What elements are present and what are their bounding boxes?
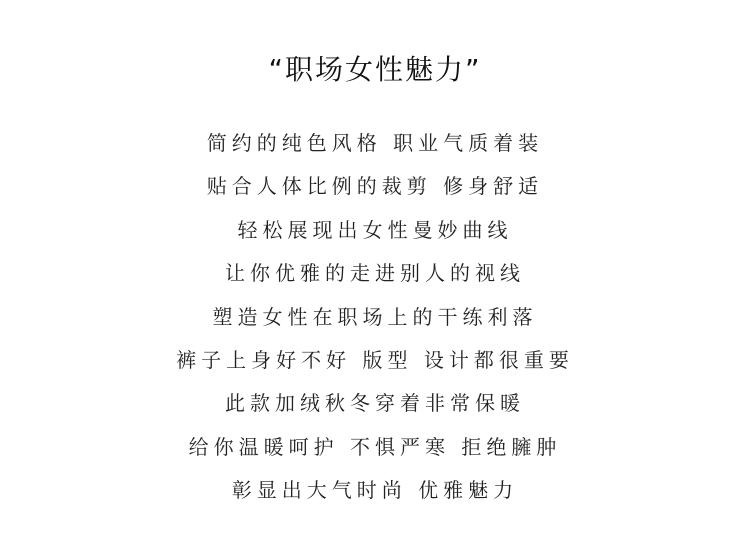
description-line: 塑造女性在职场上的干练利落	[212, 304, 538, 329]
description-line: 贴合人体比例的裁剪 修身舒适	[206, 174, 544, 199]
description-lines	[0, 122, 750, 513]
description-line: 让你优雅的走进别人的视线	[225, 261, 525, 286]
description-line: 简约的纯色风格 职业气质着装	[206, 131, 544, 155]
description-line: 裤子上身好不好 版型 设计都很重要	[176, 347, 574, 372]
description-line: 轻松展现出女性曼妙曲线	[237, 217, 513, 242]
description-line: 给你温暖呵护 不惧严寒 拒绝臃肿	[188, 434, 562, 459]
page-title: “职场女性魅力”	[268, 53, 482, 86]
description-line: 彰显出大气时尚 优雅魅力	[231, 478, 519, 503]
description-line: 此款加绒秋冬穿着非常保暖	[225, 391, 525, 416]
